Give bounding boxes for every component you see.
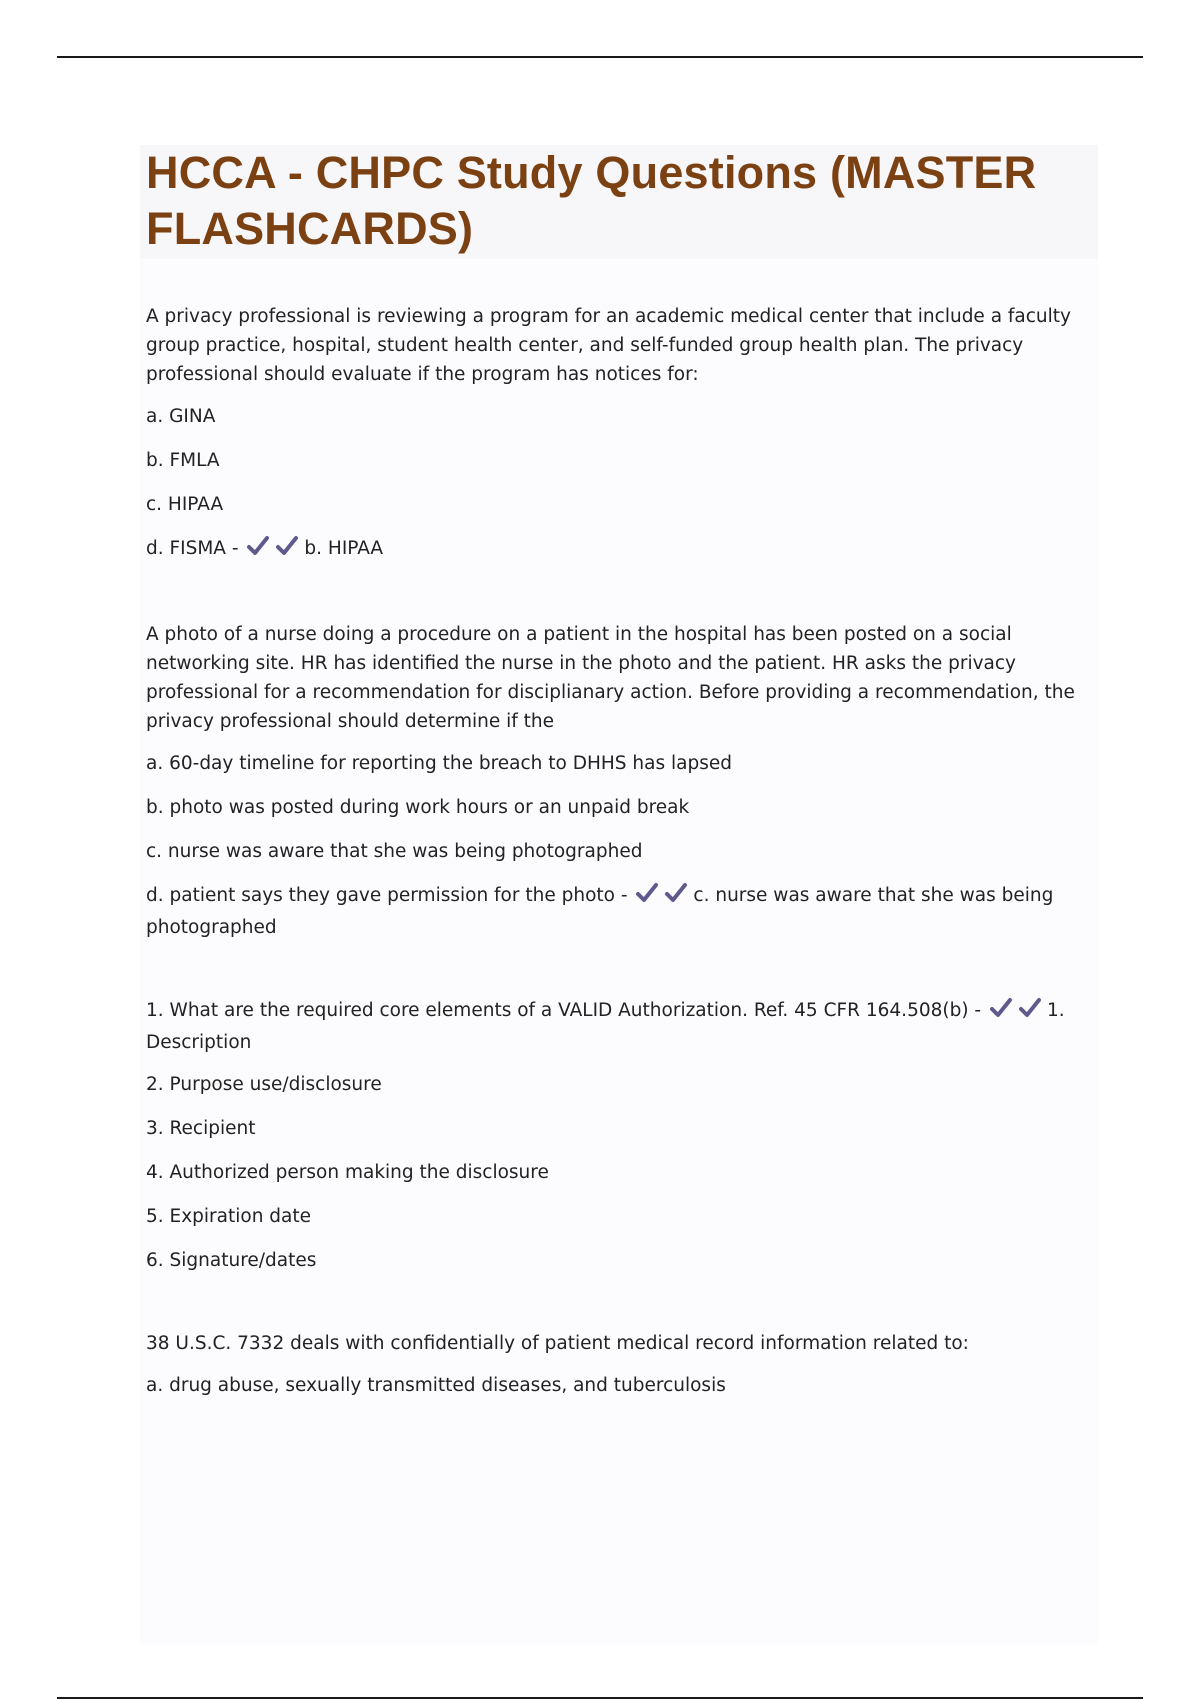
answer-option: c. HIPAA xyxy=(146,494,224,515)
answer-option: a. GINA xyxy=(146,406,216,427)
correct-answer: c. nurse was aware that she was being photographed xyxy=(146,885,1054,938)
top-rule xyxy=(57,56,1143,58)
flashcard-4 xyxy=(140,1329,1098,1400)
flashcard-question: A photo of a nurse doing a procedure on a patient in the hospital has been posted on a social networking site. HR has identified the nurse in the photo and the patient. HR asks the privacy professional for a recommendation for disciplianary action. Before providing a recommendation, the privacy professional should determine if the xyxy=(146,624,1075,732)
answer-option: d. patient says they gave permission for the photo - xyxy=(146,885,628,906)
flashcard-question-with-answer xyxy=(146,996,1092,1057)
double-check-icon xyxy=(635,882,691,913)
flashcard-3 xyxy=(140,996,1098,1275)
answer-option: b. photo was posted during work hours or an unpaid break xyxy=(146,797,690,818)
answer-option: a. drug abuse, sexually transmitted diseases, and tuberculosis xyxy=(146,1375,726,1396)
answer-option: d. FISMA - xyxy=(146,538,239,559)
check-icon xyxy=(989,997,1013,1019)
flashcard-question: 1. What are the required core elements of a VALID Authorization. Ref. 45 CFR 164.508(b) - xyxy=(146,1000,982,1021)
answer-option: a. 60-day timeline for reporting the breach to DHHS has lapsed xyxy=(146,753,732,774)
list-item: 5. Expiration date xyxy=(146,1206,312,1227)
check-icon xyxy=(1018,997,1042,1019)
flashcard-question: A privacy professional is reviewing a program for an academic medical center that include a faculty group practice, hospital, student health center, and self-funded group health plan. The privacy professional should evaluate if the program has notices for: xyxy=(146,306,1071,385)
answer-option-with-answer xyxy=(146,534,1092,566)
flashcard-1 xyxy=(140,302,1098,566)
list-item: 4. Authorized person making the disclosure xyxy=(146,1162,549,1183)
answer-option: c. nurse was aware that she was being photographed xyxy=(146,841,643,862)
double-check-icon xyxy=(246,535,302,566)
correct-answer: b. HIPAA xyxy=(304,538,384,559)
answer-option-with-answer xyxy=(146,881,1092,942)
document-title: HCCA - CHPC Study Questions (MASTER FLASHCARDS) xyxy=(146,147,1037,254)
check-icon xyxy=(275,535,299,557)
correct-answer: 1. Description xyxy=(146,1000,1065,1053)
answer-option: b. FMLA xyxy=(146,450,220,471)
list-item: 2. Purpose use/disclosure xyxy=(146,1074,382,1095)
list-item: 3. Recipient xyxy=(146,1118,256,1139)
flashcard-2 xyxy=(140,620,1098,942)
check-icon xyxy=(664,882,688,904)
title-banner xyxy=(140,145,1098,259)
check-icon xyxy=(246,535,270,557)
bottom-rule xyxy=(57,1697,1143,1699)
list-item: 6. Signature/dates xyxy=(146,1250,317,1271)
check-icon xyxy=(635,882,659,904)
document-page xyxy=(140,145,1098,1645)
flashcard-question: 38 U.S.C. 7332 deals with confidentially of patient medical record information related to: xyxy=(146,1333,969,1354)
double-check-icon xyxy=(989,997,1045,1028)
